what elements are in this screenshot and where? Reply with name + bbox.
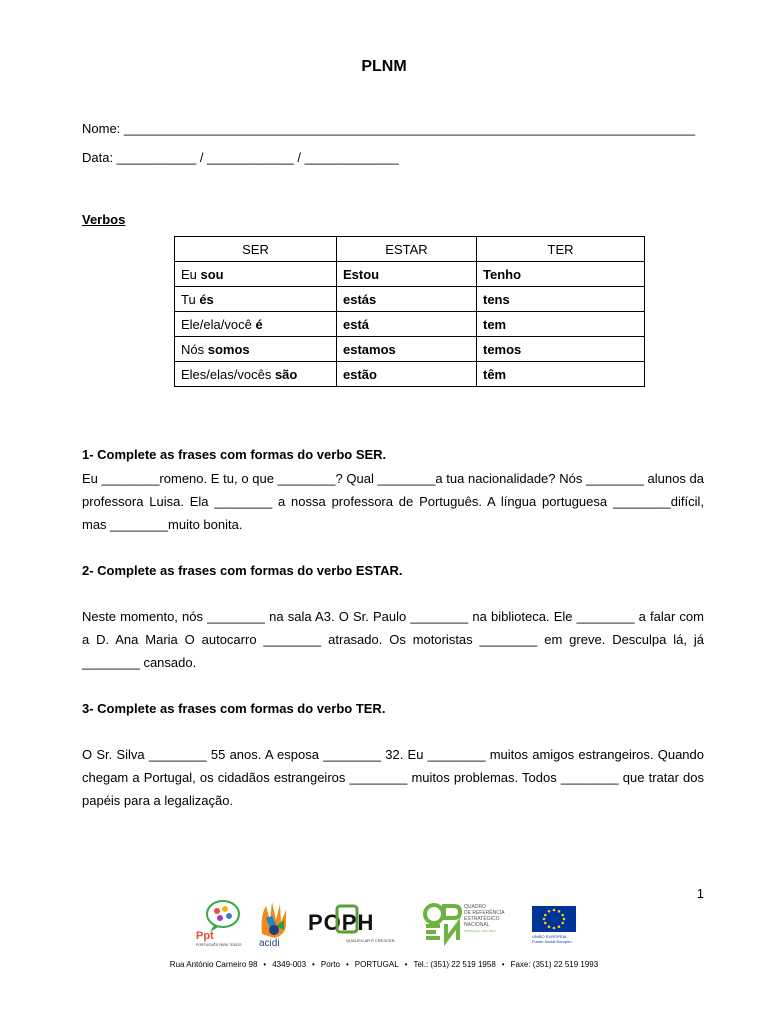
pronoun: Ele/ela/você	[181, 316, 256, 332]
estar-cell: estão	[337, 362, 477, 387]
date-field: Data: ___________ / ____________ / _____________	[82, 150, 399, 165]
footer-sep: •	[312, 960, 315, 969]
exercise-2-title: 2- Complete as frases com formas do verbo ESTAR.	[82, 563, 403, 578]
name-field: Nome: _______________________________________________________________________________	[82, 121, 696, 136]
estar-cell: estás	[337, 287, 477, 312]
page-title: PLNM	[361, 58, 407, 75]
exercise-3-title: 3- Complete as frases com formas do verbo TER.	[82, 701, 386, 716]
qren-line-1: QUADRO	[464, 904, 486, 910]
ppt-label: Ppt	[196, 930, 214, 942]
table-row	[175, 337, 645, 362]
page-number: 1	[696, 886, 704, 901]
eu-line-1: UNIÃO EUROPEIA	[532, 934, 567, 939]
footer-sep: •	[404, 960, 408, 969]
poph-logo	[308, 906, 396, 943]
ter-cell: Tenho	[477, 262, 645, 287]
eu-flag-logo	[532, 906, 576, 944]
acidi-logo	[259, 902, 286, 948]
qren-line-2: DE REFERÊNCIA	[464, 910, 505, 916]
ser-form: és	[199, 291, 214, 307]
table-row	[175, 362, 645, 387]
header-estar: ESTAR	[337, 237, 477, 262]
ser-cell	[175, 287, 337, 312]
ter-cell: temos	[477, 337, 645, 362]
ser-form: é	[255, 316, 263, 332]
qren-line-4: NACIONAL	[464, 922, 490, 928]
exercise-1-title: 1- Complete as frases com formas do verbo SER.	[82, 447, 387, 462]
footer-street: Rua António Carneiro 98	[169, 960, 258, 969]
estar-cell: está	[337, 312, 477, 337]
ppt-logo	[196, 901, 242, 947]
poph-label: POPH	[308, 910, 375, 935]
header-ser: SER	[175, 237, 337, 262]
pronoun: Eu	[181, 266, 201, 282]
section-verbs-title: Verbos	[82, 212, 126, 227]
ser-cell	[175, 337, 337, 362]
qren-line-5: PORTUGAL 2007-2013	[464, 929, 496, 933]
footer-city: Porto	[320, 960, 340, 969]
table-row	[175, 312, 645, 337]
table-header-row	[175, 237, 645, 262]
footer-sep: •	[501, 960, 505, 969]
footer-sep: •	[263, 960, 267, 969]
exercise-1-text: Eu ________romeno. E tu, o que ________? Qual ________a tua nacionalidade? Nós ________ alunos da professora Luisa. Ela ________ a nossa professora de Português. A língua portuguesa ________difícil, mas ________muito bonita.	[82, 471, 704, 532]
acidi-label: acidi	[259, 938, 280, 948]
footer-postcode: 4349-003	[272, 960, 307, 969]
footer-address	[0, 960, 768, 969]
qren-line-3: ESTRATÉGICO	[464, 916, 500, 922]
table-row	[175, 287, 645, 312]
footer-sep: •	[345, 960, 349, 969]
sponsor-logos	[196, 896, 596, 948]
ser-cell	[175, 362, 337, 387]
exercise-3-text: O Sr. Silva ________ 55 anos. A esposa ________ 32. Eu ________ muitos amigos estrangeiros. Quando chegam a Portugal, os cidadãos estrangeiros ________ muitos problemas. Todos ________ que tratar dos papéis para a legalização.	[82, 747, 704, 808]
footer-tel: Tel.: (351) 22 519 1958	[413, 960, 496, 969]
verbs-table	[174, 236, 645, 387]
header-ter: TER	[477, 237, 645, 262]
estar-cell: estamos	[337, 337, 477, 362]
eu-line-2: Fundo Social Europeu	[532, 939, 572, 944]
qren-logo	[425, 904, 505, 940]
footer-fax: Faxe: (351) 22 519 1993	[510, 960, 599, 969]
ser-form: somos	[207, 341, 250, 357]
ter-cell: têm	[477, 362, 645, 387]
pronoun: Eles/elas/vocês	[181, 366, 275, 382]
pronoun: Nós	[181, 341, 208, 357]
table-row	[175, 262, 645, 287]
ter-cell: tem	[477, 312, 645, 337]
ser-cell	[175, 312, 337, 337]
footer-country: PORTUGAL	[354, 960, 399, 969]
ser-form: sou	[200, 266, 224, 282]
pronoun: Tu	[181, 291, 200, 307]
estar-cell: Estou	[337, 262, 477, 287]
ppt-sub: PORTUGUÊS PARA TODOS	[196, 943, 242, 947]
ser-cell	[175, 262, 337, 287]
exercise-2-text: Neste momento, nós ________ na sala A3. O Sr. Paulo ________ na biblioteca. Ele ________ a falar com a D. Ana Maria O autocarro ________ atrasado. Os motoristas ________ em greve. Desculpa lá, já ________ cansado.	[82, 609, 704, 670]
ser-form: são	[274, 366, 298, 382]
poph-sub: QUALIFICAR É CRESCER.	[346, 938, 396, 943]
ter-cell: tens	[477, 287, 645, 312]
